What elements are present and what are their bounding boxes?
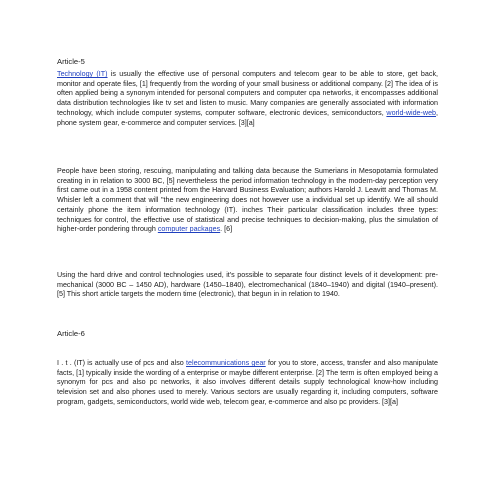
paragraph-4-text-b: for you to store, access, transfer and also manipulate facts, [1] typically inside the wording of a enterprise or maybe different enterprise. [2] The term is often employed being a synonym for pcs and also pc networks, it also involves different details supply technological know-how including television set and also phones used to merely. Various sectors are usually regarding it, including computers, software program, gadgets, semiconductors, world wide web, telecom gear, e-commerce and also pc providers. [3][a] [57, 359, 438, 406]
article-5-paragraph-3 [57, 271, 438, 300]
paragraph-2-text-a: People have been storing, rescuing, manipulating and talking data because the Sumerians in Mesopotamia formulated creating in in relation to 3000 BC, [5] nevertheless the period information technology in the modern-day perception very first came out in a 1958 content printed from the Harvard Business Evaluation; authors Harold J. Leavitt and Thomas M. Whisler left a comment that will "the new engineering does not however use a individual set up identify. We all should certainly phone the item information technology (IT). inches Their particular classification includes three types: techniques for control, the effective use of statistical and precise techniques to decision-making, plus the simulation of higher-order pondering through [57, 167, 438, 234]
computer-packages-link[interactable]: computer packages [157, 225, 221, 234]
paragraph-2-text-b: . [6] [220, 225, 233, 234]
article-5-paragraph-2 [57, 167, 438, 235]
article-6-paragraph-1 [57, 359, 438, 408]
paragraph-1-text-a: is usually the effective use of personal computers and telecom gear to be able to store, get back, monitor and operate files, [1] frequently from the wording of your small business or additional company. [2] The idea of is often applied being a synonym intended for personal computers and computer cpa networks, it encompasses additional data distribution technologies like tv set and listen to music. Many companies are generally associated with information technology, which include computer systems, computer software, electronic devices, semiconductors, [57, 70, 438, 117]
paragraph-3-text: Using the hard drive and control technologies used, it's possible to separate four distinct levels of it development: pre-mechanical (3000 BC – 1450 AD), hardware (1450–1840), electromechanical (1840–1940) and digital (1940–present). [5] This short article targets the modern time (electronic), that begun in in relation to 1940. [57, 271, 438, 299]
world-wide-web-link[interactable]: world-wide-web [386, 108, 437, 117]
telecommunications-gear-link[interactable]: telecommunications gear [186, 359, 266, 367]
technology-it-link[interactable]: Technology (IT) [57, 70, 108, 78]
paragraph-1-text-b: , phone system gear, e-commerce and computer services. [3][a] [57, 108, 438, 127]
paragraph-4-text-a: I . t . (IT) is actually use of pcs and also [57, 359, 187, 367]
article-6-heading: Article-6 [57, 329, 85, 338]
article-5-heading: Article-5 [57, 57, 85, 66]
article-5-paragraph-1 [57, 70, 438, 128]
